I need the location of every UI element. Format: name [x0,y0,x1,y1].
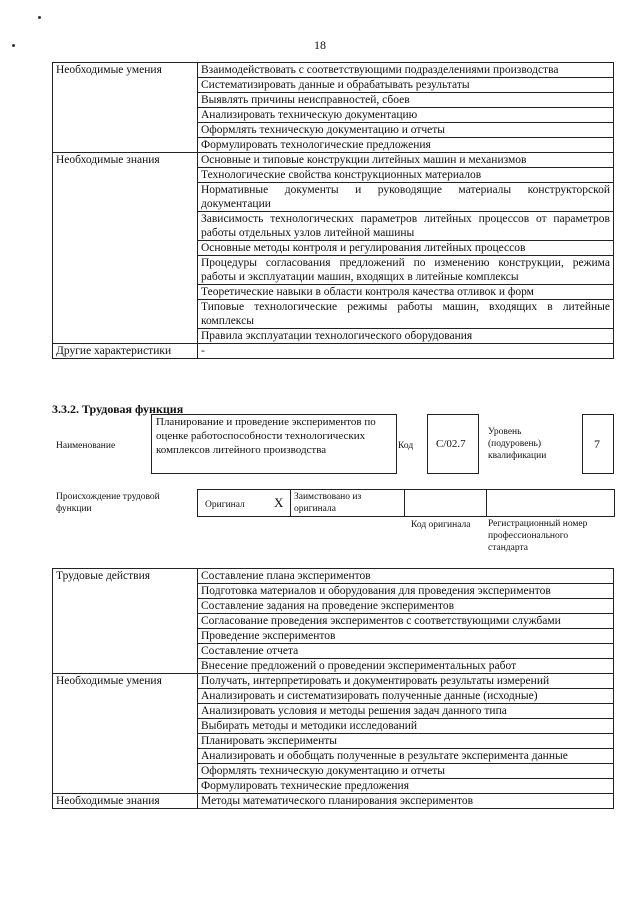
original-mark: X [274,495,284,510]
labor-function-table [52,568,614,809]
name-value: Планирование и проведение экспериментов по оценке работоспособности технологических комплексов литейного производства [156,416,376,456]
row-item: Проведение экспериментов [198,629,614,644]
row-item: Нормативные документы и руководящие материалы конструкторской документации [198,183,614,212]
code-value: С/02.7 [436,438,466,450]
row-item: Процедуры согласования предложений по изменению конструкции, режима работы и эксплуатации машин, входящих в литейные комплексы [198,256,614,285]
level-value: 7 [594,437,600,451]
row-item: Оформлять техническую документацию и отчеты [198,764,614,779]
row-item: Основные и типовые конструкции литейных машин и механизмов [198,153,614,168]
row-item: Систематизировать данные и обрабатывать результаты [198,78,614,93]
origin-divider [404,490,405,516]
table-row [53,674,614,689]
row-item: Оформлять техническую документацию и отчеты [198,123,614,138]
row-item: Технологические свойства конструкционных материалов [198,168,614,183]
table-row [53,153,614,168]
origin-divider [290,490,291,516]
row-category: Необходимые умения [53,63,198,153]
row-item: Согласование проведения экспериментов с соответствующими службами [198,614,614,629]
code-label: Код [398,441,414,451]
row-item: Выбирать методы и методики исследований [198,719,614,734]
name-label: Наименование [56,441,116,451]
table-row [53,344,614,359]
row-item: Анализировать техническую документацию [198,108,614,123]
row-item: Составление задания на проведение экспериментов [198,599,614,614]
row-category: Необходимые умения [53,674,198,794]
row-item: - [198,344,614,359]
table-row [53,63,614,78]
row-item: Анализировать и систематизировать полученные данные (исходные) [198,689,614,704]
row-item: Формулировать технологические предложения [198,138,614,153]
row-item: Формулировать технические предложения [198,779,614,794]
row-item: Планировать эксперименты [198,734,614,749]
requirements-table [52,62,614,359]
row-item: Методы математического планирования экспериментов [198,794,614,809]
row-item: Получать, интерпретировать и документировать результаты измерений [198,674,614,689]
row-category: Трудовые действия [53,569,198,674]
level-value-box [582,414,614,474]
name-value-box [151,414,397,474]
row-item: Внесение предложений о проведении экспериментальных работ [198,659,614,674]
row-item: Составление плана экспериментов [198,569,614,584]
row-category: Необходимые знания [53,794,198,809]
scan-dot [38,16,41,19]
table-row [53,794,614,809]
row-category: Другие характеристики [53,344,198,359]
origin-label: Происхождение трудовой функции [56,492,160,514]
code-value-box [427,414,479,474]
code-original-label: Код оригинала [411,520,471,530]
row-category: Необходимые знания [53,153,198,344]
level-label: Уровень (подуровень) квалификации [488,427,547,461]
row-item: Основные методы контроля и регулирования литейных процессов [198,241,614,256]
row-item: Выявлять причины неисправностей, сбоев [198,93,614,108]
reg-number-label: Регистрационный номер профессионального стандарта [488,519,588,553]
origin-table [197,489,615,517]
row-item: Анализировать и обобщать полученные в результате эксперимента данные [198,749,614,764]
row-item: Зависимость технологических параметров литейных процессов от параметров работы отдельных узлов литейной машины [198,212,614,241]
origin-divider [486,490,487,516]
row-item: Анализировать условия и методы решения задач данного типа [198,704,614,719]
row-item: Взаимодействовать с соответствующими подразделениями производства [198,63,614,78]
row-item: Теоретические навыки в области контроля качества отливок и форм [198,285,614,300]
borrowed-label: Заимствовано из оригинала [294,492,362,514]
table-row [53,569,614,584]
row-item: Типовые технологические режимы работы машин, входящих в литейные комплексы [198,300,614,329]
section-title: 3.3.2. Трудовая функция [52,402,184,416]
row-item: Правила эксплуатации технологического оборудования [198,329,614,344]
original-label: Оригинал [205,500,245,510]
row-item: Составление отчета [198,644,614,659]
row-item: Подготовка материалов и оборудования для проведения экспериментов [198,584,614,599]
page-number: 18 [314,38,326,52]
